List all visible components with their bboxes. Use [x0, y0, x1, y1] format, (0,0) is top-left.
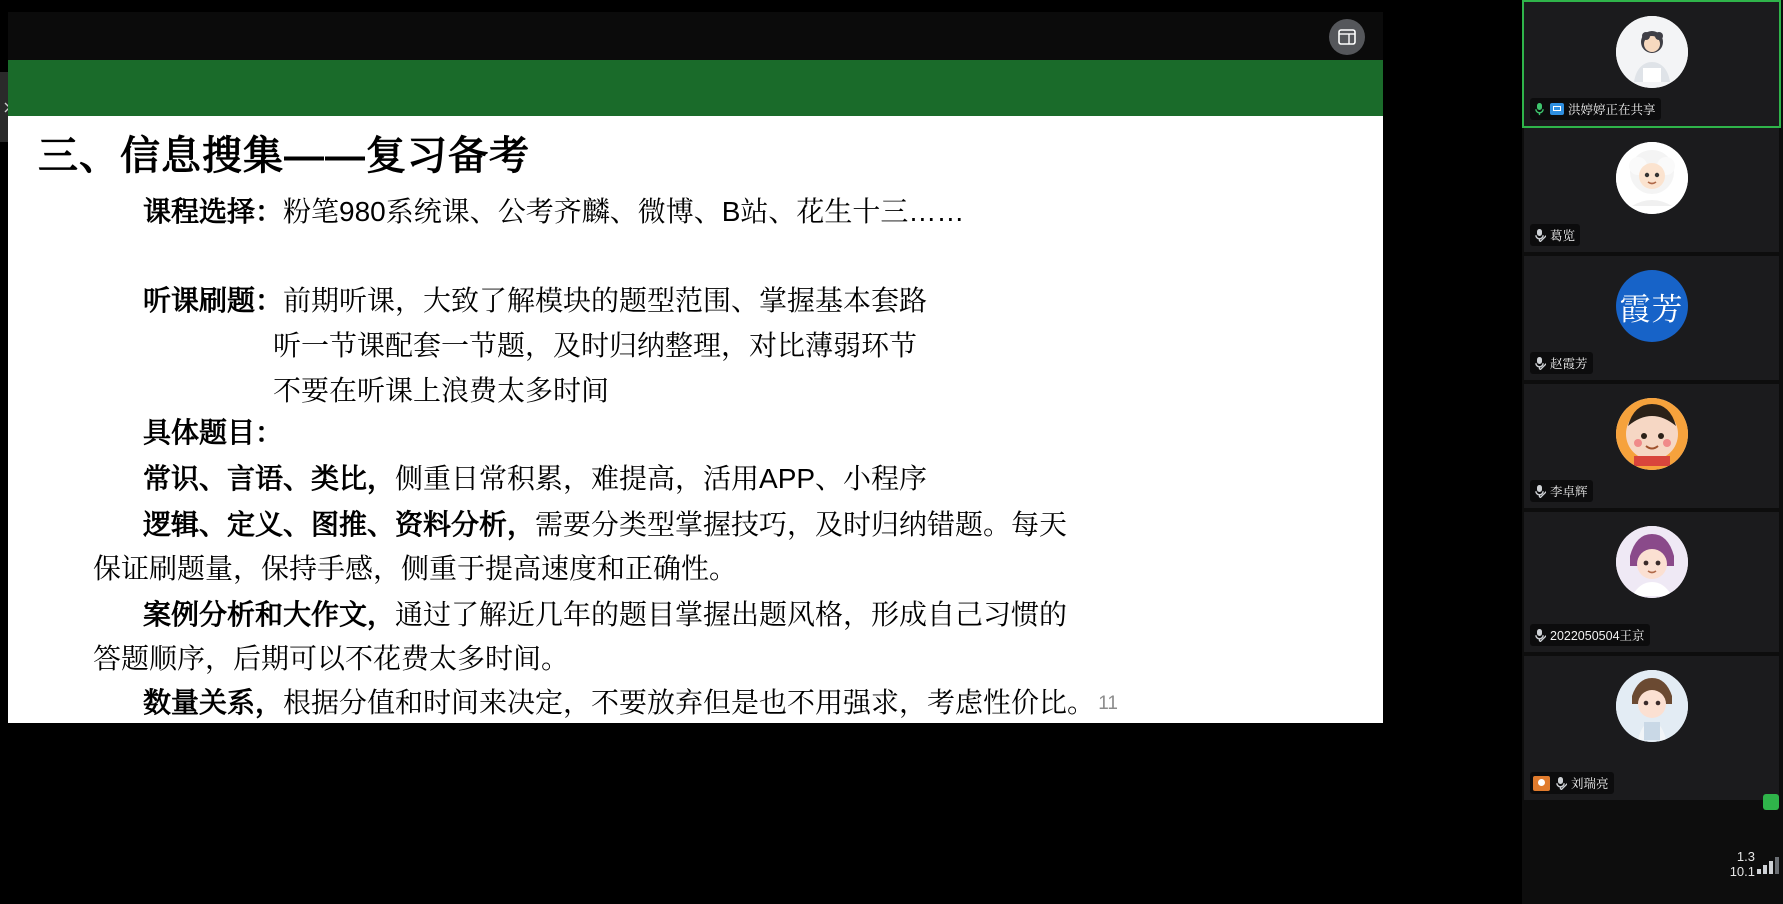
slide-line-row-1-bold: 常识、言语、类比， — [143, 463, 396, 494]
participant-name: 刘瑞亮 — [1571, 777, 1609, 791]
slide-line-row-3-bold: 案例分析和大作文， — [143, 599, 396, 630]
avatar — [1616, 526, 1688, 598]
slide-page-number: 11 — [1098, 693, 1118, 714]
participant-strip — [1522, 0, 1783, 904]
slide-line-listen-3: 不要在听课上浪费太多时间 — [273, 375, 610, 406]
participant-name: 李卓辉 — [1550, 485, 1588, 499]
avatar — [1616, 16, 1688, 88]
participant-nameplate — [1530, 352, 1593, 374]
slide-line-row-3-text: 通过了解近几年的题目掌握出题风格，形成自己习惯的 — [395, 599, 1068, 630]
slide-line-listen-label: 听课刷题： — [143, 285, 284, 316]
microphone-muted-icon — [1533, 356, 1546, 370]
microphone-on-icon — [1533, 102, 1546, 116]
slide-line-course-label: 课程选择： — [143, 196, 284, 227]
participant-nameplate — [1530, 480, 1593, 502]
host-icon — [1533, 776, 1550, 791]
participant-name: 2022050504王京 — [1550, 629, 1645, 643]
slide-content — [8, 116, 1383, 723]
avatar — [1616, 270, 1688, 342]
slide-line-row-3 — [143, 600, 1067, 631]
avatar — [1616, 142, 1688, 214]
microphone-muted-icon — [1533, 484, 1546, 498]
share-top-bar — [8, 12, 1383, 60]
slide-line-listen-2: 听一节课配套一节题，及时归纳整理，对比薄弱环节 — [273, 330, 918, 361]
network-speed: 1.3 — [1736, 848, 1755, 864]
microphone-muted-icon — [1554, 776, 1567, 790]
participant-tile[interactable] — [1524, 512, 1779, 652]
slide-header-bar — [8, 60, 1383, 116]
slide-line-row-4-text: 根据分值和时间来决定，不要放弃但是也不用强求，考虑性价比。 — [283, 687, 1096, 718]
slide-line-row-2-text: 需要分类型掌握技巧，及时归纳错题。每天 — [535, 509, 1068, 540]
microphone-muted-icon — [1533, 228, 1546, 242]
participant-name: 洪婷婷正在共享 — [1568, 103, 1656, 117]
network-latency: 10.1 — [1729, 864, 1755, 880]
slide-line-row-4-bold: 数量关系， — [143, 687, 284, 718]
layout-toggle-icon[interactable] — [1329, 19, 1365, 55]
participant-nameplate — [1530, 624, 1650, 646]
participant-nameplate — [1530, 772, 1614, 794]
participant-nameplate — [1530, 224, 1580, 246]
participant-tile[interactable] — [1524, 656, 1779, 800]
slide-line-row-1-text: 侧重日常积累，难提高，活用APP、小程序 — [395, 463, 928, 494]
slide-line-listen-text-1: 前期听课，大致了解模块的题型范围、掌握基本套路 — [283, 285, 928, 316]
slide-line-row-4 — [143, 688, 1095, 719]
slide-line-course-text: 粉笔980系统课、公考齐麟、微博、B站、花生十三…… — [283, 196, 965, 227]
screen-share-icon — [1550, 103, 1564, 115]
slide-line-course — [143, 197, 964, 228]
slide-line-listen-1 — [143, 286, 927, 317]
participant-nameplate — [1530, 98, 1661, 120]
network-status-indicator — [1763, 794, 1779, 810]
slide-title: 三、信息搜集——复习备考 — [38, 134, 530, 178]
slide-line-row-2-cont: 保证刷题量，保持手感，侧重于提高速度和正确性。 — [93, 553, 738, 584]
avatar — [1616, 398, 1688, 470]
participant-name: 赵霞芳 — [1550, 357, 1588, 371]
slide-line-row-3-cont: 答题顺序，后期可以不花费太多时间。 — [93, 643, 570, 674]
slide-line-row-1 — [143, 464, 927, 495]
presentation-slide — [8, 60, 1383, 723]
network-stats — [1730, 849, 1755, 880]
avatar — [1616, 670, 1688, 742]
microphone-muted-icon — [1533, 628, 1546, 642]
participant-tile[interactable] — [1522, 0, 1781, 128]
slide-line-row-2 — [143, 510, 1067, 541]
participant-tile[interactable] — [1524, 384, 1779, 508]
signal-strength-icon — [1757, 856, 1779, 874]
participant-tile[interactable] — [1524, 256, 1779, 380]
avatar-initials: 霞芳 — [1619, 291, 1684, 327]
participant-name: 葛览 — [1550, 229, 1576, 243]
slide-line-topic-label: 具体题目： — [143, 417, 284, 448]
slide-line-row-2-bold: 逻辑、定义、图推、资料分析， — [143, 509, 536, 540]
participant-tile[interactable] — [1524, 128, 1779, 252]
